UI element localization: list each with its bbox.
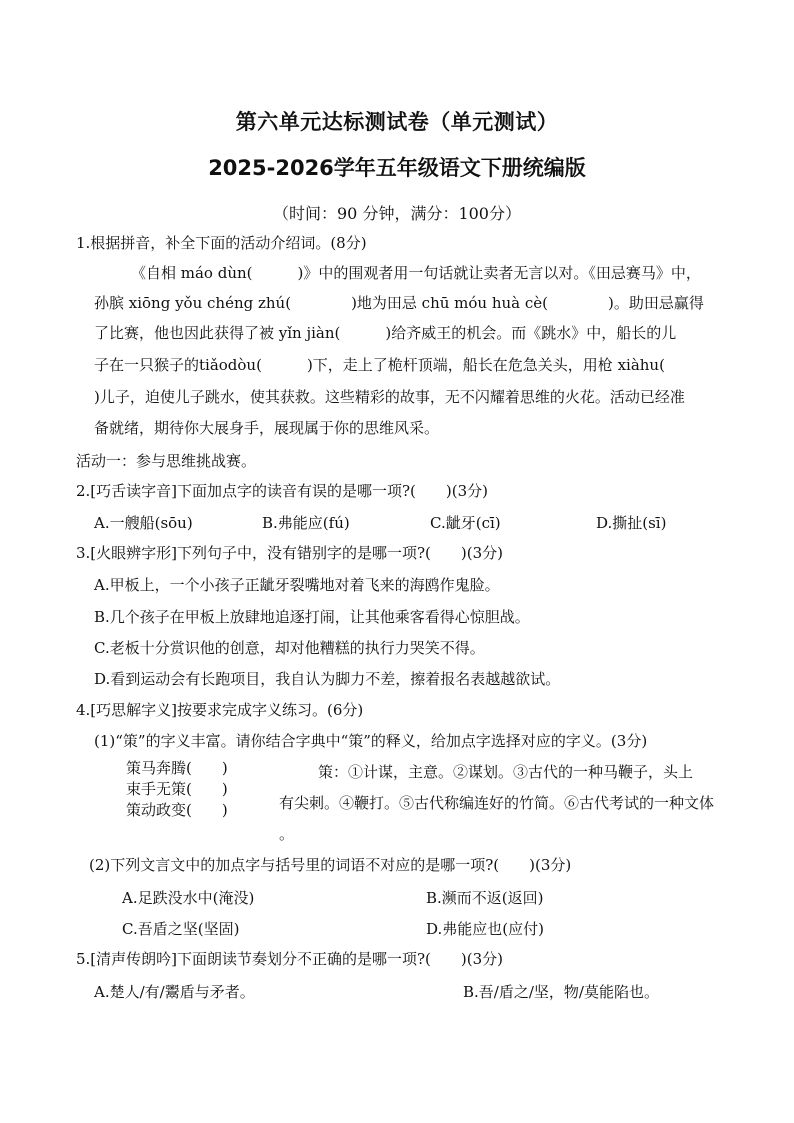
q5-option-a: A.楚人/有/鬻盾与矛者。 (94, 983, 255, 1001)
q5-stem: 5.[清声传朗吟]下面朗读节奏划分不正确的是哪一项?( )(3分) (76, 950, 504, 968)
page-subtitle: 2025-2026学年五年级语文下册统编版 (208, 156, 586, 180)
q4-sub2: (2)下列文言文中的加点字与括号里的词语不对应的是哪一项?( )(3分) (89, 856, 572, 874)
q3-option-c: C.老板十分赏识他的创意，却对他糟糕的执行力哭笑不得。 (94, 639, 485, 657)
q1-line-4: 子在一只猴子的tiǎodòu( )下，走上了桅杆顶端，船长在危急关头，用枪 xiàhu( (94, 356, 665, 374)
q1-line-3: 了比赛，他也因此获得了被 yǐn jiàn( )给齐威王的机会。而《跳水》中，船长的儿 (94, 324, 677, 342)
q1-stem: 1.根据拼音，补全下面的活动介绍词。(8分) (76, 234, 367, 252)
q2-option-d: D.撕扯(sī) (596, 514, 667, 532)
page-title: 第六单元达标测试卷（单元测试） (235, 110, 559, 134)
q4-phrase-1: 策马奔腾( ) (126, 759, 228, 777)
q2-option-a: A.一艘船(sōu) (94, 514, 193, 532)
q3-option-d: D.看到运动会有长跑项目，我自认为脚力不差，擦着报名表越越欲试。 (94, 670, 561, 688)
exam-meta: （时间：90 分钟，满分：100分） (273, 204, 521, 223)
q4-option-a: A.足跌没水中(淹没) (122, 889, 255, 907)
q4-definition-line-1: 策：①计谋，主意。②谋划。③古代的一种马鞭子，头上 (318, 763, 694, 781)
q4-phrase-2: 束手无策( ) (126, 780, 228, 798)
q4-sub1: (1)“策”的字义丰富。请你结合字典中“策”的释义，给加点字选择对应的字义。(3分) (94, 732, 648, 750)
q4-stem: 4.[巧思解字义]按要求完成字义练习。(6分) (76, 701, 364, 719)
q4-option-c: C.吾盾之坚(坚固) (122, 920, 240, 938)
q2-stem: 2.[巧舌读字音]下面加点字的读音有误的是哪一项?( )(3分) (76, 482, 489, 500)
q1-line-6: 备就绪，期待你大展身手，展现属于你的思维风采。 (94, 419, 440, 437)
q1-line-1: 《自相 máo dùn( )》中的围观者用一句话就让卖者无言以对。《田忌赛马》中， (131, 264, 701, 282)
q4-option-d: D.弗能应也(应付) (426, 920, 544, 938)
q2-option-b: B.弗能应(fú) (262, 514, 350, 532)
q4-definition-line-2: 有尖刺。④鞭打。⑤古代称编连好的竹简。⑥古代考试的一种文体 (279, 794, 715, 812)
q4-option-b: B.濒而不返(返回) (426, 889, 544, 907)
q3-stem: 3.[火眼辨字形]下列句子中，没有错别字的是哪一项?( )(3分) (76, 544, 504, 562)
q4-definition-line-3: 。 (279, 825, 295, 843)
q3-option-a: A.甲板上，一个小孩子正龇牙裂嘴地对着飞来的海鸥作鬼脸。 (94, 576, 500, 594)
q4-phrase-3: 策动政变( ) (126, 801, 228, 819)
q3-option-b: B.几个孩子在甲板上放肆地追逐打闹，让其他乘客看得心惊胆战。 (94, 608, 530, 626)
q2-option-c: C.龇牙(cī) (430, 514, 501, 532)
q5-option-b: B.吾/盾之/坚，物/莫能陷也。 (463, 983, 659, 1001)
q1-line-5: )儿子，迫使儿子跳水，使其获救。这些精彩的故事，无不闪耀着思维的火花。活动已经准 (94, 388, 685, 406)
activity-heading: 活动一：参与思维挑战赛。 (76, 452, 257, 470)
q1-line-2: 孙膑 xiōng yǒu chéng zhú( )地为田忌 chū móu huà cè( )。助田忌赢得 (94, 294, 704, 312)
